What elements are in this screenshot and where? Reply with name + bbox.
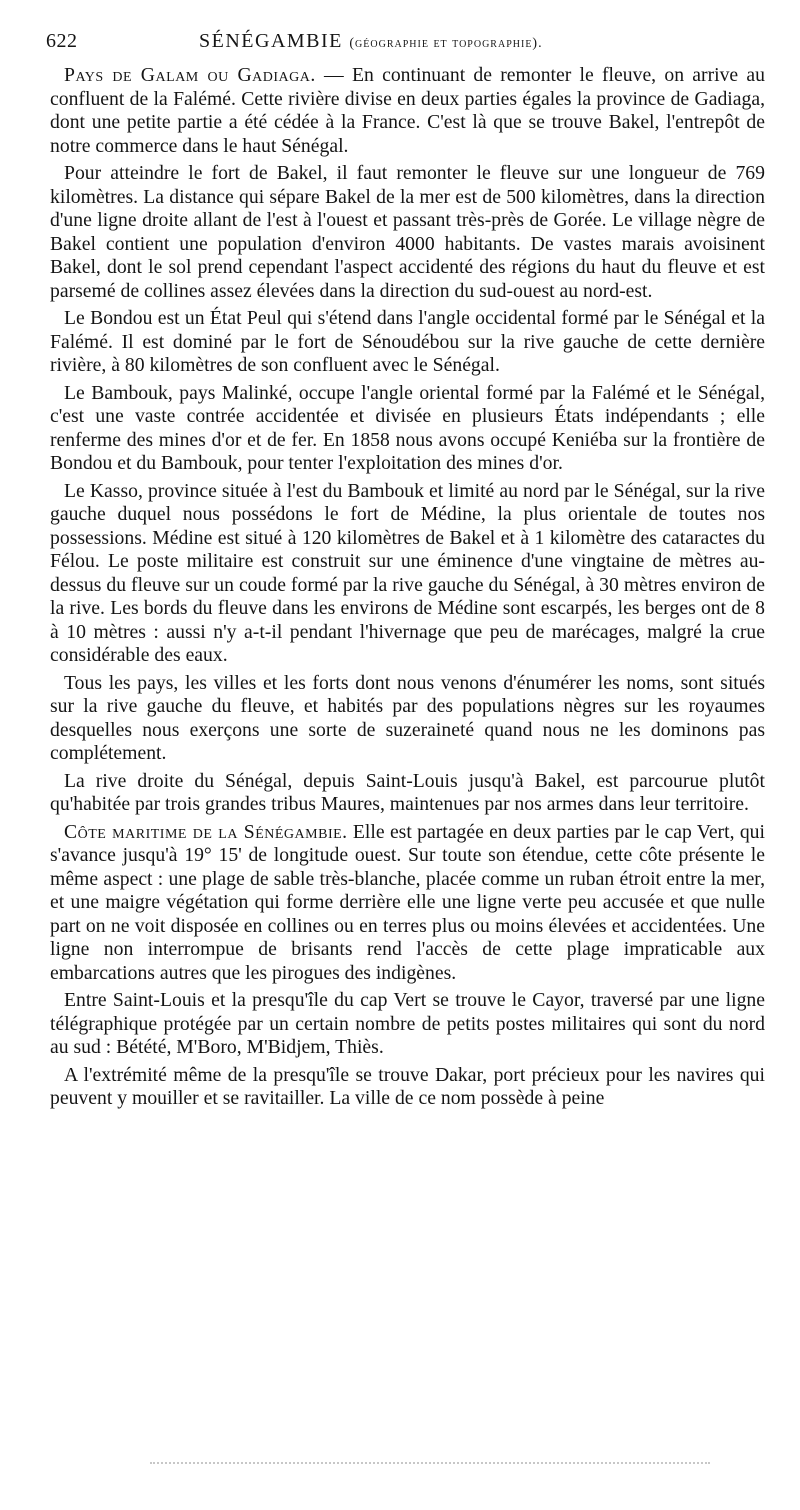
paragraph-text: Le Bambouk, pays Malinké, occupe l'angle oriental formé par la Falémé et le Sénégal, c'est une vaste contrée accidentée et divisée en plusieurs États indépendants ; elle renferme des mines d'or et de fer. En 1858 nous avons occupé Keniéba sur la frontière de Bondou et du Bambouk, pour tenter l'exploitation des mines d'or. <box>50 381 765 474</box>
paragraph-kasso <box>50 480 765 668</box>
paragraph-tous-les-pays <box>50 672 765 766</box>
running-title-main: SÉNÉGAMBIE <box>199 30 343 52</box>
section-lead-cote-maritime: Côte maritime de la Sénégambie. <box>64 820 348 843</box>
paragraph-text: Pour atteindre le fort de Bakel, il faut remonter le fleuve sur une longueur de 769 kilomètres. La distance qui sépare Bakel de la mer est de 500 kilomètres, dans la direction d'une ligne droite allant de l'est à l'ouest et passant très-près de Gorée. Le village nègre de Bakel contient une population d'environ 4000 habitants. De vastes marais avoisinent Bakel, dont le sol prend cependant l'aspect accidenté des régions du haut du fleuve et est parsemé de collines assez élevées dans la direction du sud-ouest au nord-est. <box>50 162 765 302</box>
running-title <box>199 30 543 53</box>
paragraph-text: Le Kasso, province située à l'est du Bambouk et limité au nord par le Sénégal, sur la rive gauche duquel nous possédons le fort de Médine, la plus orientale de toutes nos possessions. Médine est situé à 120 kilomètres de Bakel et à 1 kilomètre des cataractes du Félou. Le poste militaire est construit sur une éminence d'une vingtaine de mètres au-dessus du fleuve sur un coude formé par la rive gauche du Sénégal, à 30 mètres environ de la rive. Les bords du fleuve dans les environs de Médine sont escarpés, les berges ont de 8 à 10 mètres : aussi n'y a-t-il pendant l'hivernage que peu de marécages, malgré la crue considérable des eaux. <box>50 479 765 666</box>
paragraph-dakar <box>50 1064 765 1111</box>
paragraph-cayor <box>50 989 765 1060</box>
paragraph-bambouk <box>50 382 765 476</box>
body-text <box>50 64 765 1115</box>
running-title-subtitle: (géographie et topographie). <box>349 36 543 51</box>
paragraph-rive-droite <box>50 770 765 817</box>
section-lead-pays-de-galam: Pays de Galam ou Gadiaga. <box>64 64 316 86</box>
paragraph-text: A l'extrémité même de la presqu'île se trouve Dakar, port précieux pour les navires qui peuvent y mouiller et se ravitailler. La ville de ce nom possède à peine <box>50 1063 765 1109</box>
paragraph-text: — En continuant de remonter le fleuve, on arrive au confluent de la Falémé. Cette rivière divise en deux parties égales la province de Gadiaga, dont une petite partie a été cédée à la France. C'est là que se trouve Bakel, l'entrepôt de notre commerce dans le haut Sénégal. <box>50 64 765 157</box>
paragraph-bondou <box>50 307 765 378</box>
page-number: 622 <box>46 30 78 52</box>
paragraph-text: Tous les pays, les villes et les forts dont nous venons d'énumérer les noms, sont situés sur la rive gauche du fleuve, et habités par des populations nègres sur les royaumes desquelles nous exerçons une sorte de suzeraineté quand nous ne les dominons pas complétement. <box>50 671 765 764</box>
paragraph-text: Elle est partagée en deux parties par le cap Vert, qui s'avance jusqu'à 19° 15' de longitude ouest. Sur toute son étendue, cette côte présente le même aspect : une plage de sable très-blanche, placée comme un ruban étroit entre la mer, et une maigre végétation qui forme derrière elle une ligne verte peu accusée et que nulle part on ne voit disposée en collines ou en terres plus ou moins élevées et accidentées. Une ligne non interrompue de brisants rend l'accès de cette plage impraticable aux embarcations autres que les pirogues des indigènes. <box>50 820 765 984</box>
paragraph-cote-maritime <box>50 821 765 986</box>
paragraph-text: Entre Saint-Louis et la presqu'île du cap Vert se trouve le Cayor, traversé par une ligne télégraphique protégée par un certain nombre de petits postes militaires qui sont du nord au sud : Bétété, M'Boro, M'Bidjem, Thiès. <box>50 989 765 1058</box>
paragraph-text: Le Bondou est un État Peul qui s'étend dans l'angle occidental formé par le Sénégal et la Falémé. Il est dominé par le fort de Sénoudébou sur la rive gauche de cette dernière rivière, à 80 kilomètres de son confluent avec le Sénégal. <box>50 307 765 376</box>
page-header <box>44 30 756 58</box>
paragraph-bakel <box>50 162 765 303</box>
paragraph-text: La rive droite du Sénégal, depuis Saint-Louis jusqu'à Bakel, est parcourue plutôt qu'habitée par trois grandes tribus Maures, maintenues par nos armes dans leur territoire. <box>50 769 765 815</box>
scan-noise-line <box>150 1462 710 1472</box>
paragraph-pays-de-galam <box>50 64 765 158</box>
